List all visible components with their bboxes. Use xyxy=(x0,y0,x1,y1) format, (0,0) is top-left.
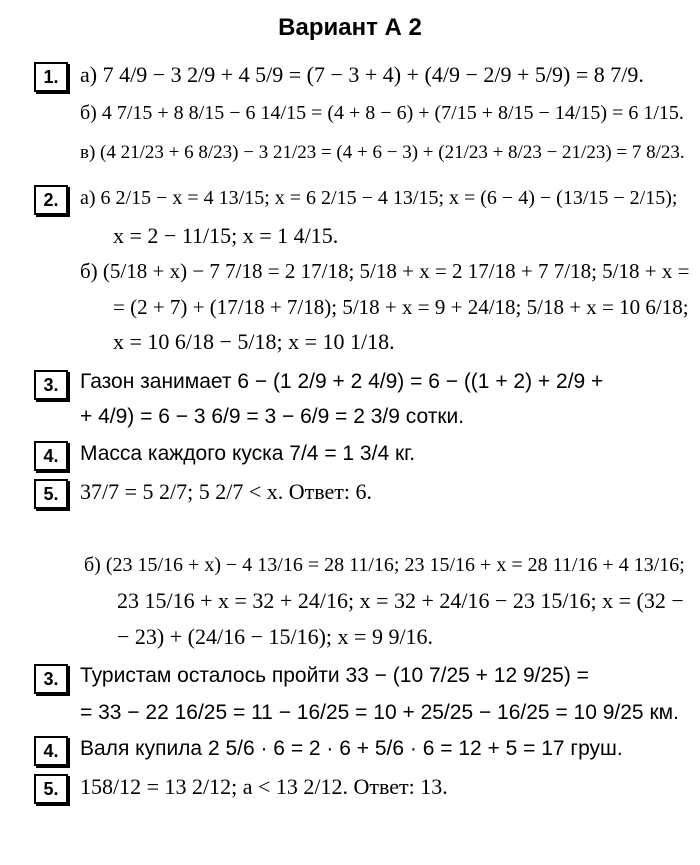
solution-line: Туристам осталось пройти 33 − (10 7/25 + 12 9/25) = xyxy=(80,664,589,687)
solution-line: x = 10 6/18 − 5/18; x = 10 1/18. xyxy=(113,329,395,354)
solution-line: а) 7 4/9 − 3 2/9 + 4 5/9 = (7 − 3 + 4) + (4/9 − 2/9 + 5/9) = 8 7/9. xyxy=(80,62,644,87)
solution-line: б) 4 7/15 + 8 8/15 − 6 14/15 = (4 + 8 − 6) + (7/15 + 8/15 − 14/15) = 6 1/15. xyxy=(80,102,684,124)
solution-line: Газон занимает 6 − (1 2/9 + 2 4/9) = 6 − ((1 + 2) + 2/9 + xyxy=(80,370,604,393)
solution-line: Валя купила 2 5/6 · 6 = 2 · 6 + 5/6 · 6 = 12 + 5 = 17 груш. xyxy=(80,737,623,760)
problem-number-box: 3. xyxy=(34,664,68,694)
solution-line: 23 15/16 + x = 32 + 24/16; x = 32 + 24/16 − 23 15/16; x = (32 − xyxy=(117,588,684,613)
solution-line: + 4/9) = 6 − 3 6/9 = 3 − 6/9 = 2 3/9 сотки. xyxy=(80,405,465,428)
solution-line: − 23) + (24/16 − 15/16); x = 9 9/16. xyxy=(117,624,434,649)
solution-line: б) (23 15/16 + x) − 4 13/16 = 28 11/16; 23 15/16 + x = 28 11/16 + 4 13/16; xyxy=(84,554,685,576)
problem-number-box: 3. xyxy=(34,370,68,400)
problem-number-box: 4. xyxy=(34,736,68,766)
solution-line: б) (5/18 + x) − 7 7/18 = 2 17/18; 5/18 + x = 2 17/18 + 7 7/18; 5/18 + x = xyxy=(80,259,690,283)
solution-line: Масса каждого куска 7/4 = 1 3/4 кг. xyxy=(80,442,416,465)
problem-number-box: 5. xyxy=(34,774,68,804)
page-title: Вариант А 2 xyxy=(278,14,422,41)
solution-line: в) (4 21/23 + 6 8/23) − 3 21/23 = (4 + 6 − 3) + (21/23 + 8/23 − 21/23) = 7 8/23. xyxy=(80,142,685,163)
problem-number-box: 1. xyxy=(34,62,68,92)
solution-line: 37/7 = 5 2/7; 5 2/7 < x. Ответ: 6. xyxy=(80,479,373,504)
problem-number-box: 2. xyxy=(34,185,68,215)
solution-line: 158/12 = 13 2/12; a < 13 2/12. Ответ: 13. xyxy=(80,774,448,799)
problem-number-box: 5. xyxy=(34,479,68,509)
solution-line: x = 2 − 11/15; x = 1 4/15. xyxy=(113,223,339,248)
solution-line: = (2 + 7) + (17/18 + 7/18); 5/18 + x = 9 + 24/18; 5/18 + x = 10 6/18; xyxy=(113,295,689,319)
problem-number-box: 4. xyxy=(34,441,68,471)
solution-line: а) 6 2/15 − x = 4 13/15; x = 6 2/15 − 4 13/15; x = (6 − 4) − (13/15 − 2/15); xyxy=(80,187,678,209)
solution-line: = 33 − 22 16/25 = 11 − 16/25 = 10 + 25/25 − 16/25 = 10 9/25 км. xyxy=(80,701,679,724)
